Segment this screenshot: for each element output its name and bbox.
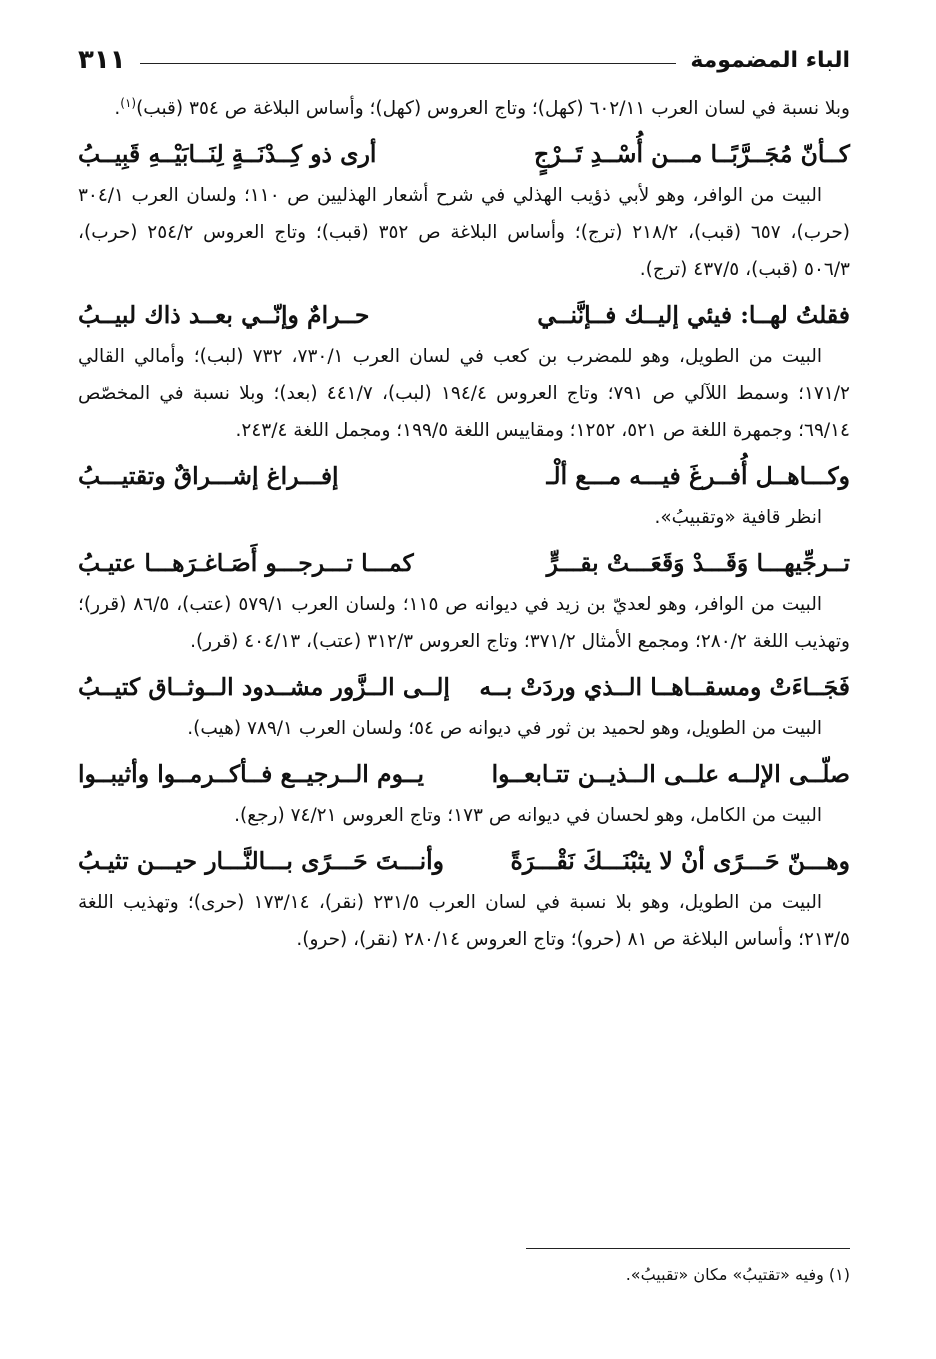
second-hemistich: كمـــا تـــرجـــو أَصَـاغـرَهـــا عتيـبُ [78, 549, 414, 577]
footnote: (١) وفيه «تقتيبُ» مكان «تقبيبُ». [625, 1265, 850, 1284]
verse-entry [78, 540, 850, 660]
verse-note: البيت من الكامل، وهو لحسان في ديوانه ص ١٧٣؛ وتاج العروس ٧٤/٢١ (رجع). [234, 805, 822, 826]
first-hemistich: صلّــى الإلــه علــى الــذيــن تتـابعــوا [491, 760, 850, 788]
first-hemistich: وهـــنّ حَـــرًى أنْ لا يثبْنَـــكَ نَقْـــرَةً [510, 847, 850, 875]
page-header [78, 40, 850, 80]
second-hemistich: أرى ذو كِــدْنَــةٍ لِنَــابَيْــهِ قَبِيــبُ [78, 140, 377, 168]
verse-entry [78, 292, 850, 449]
footnote-rule [526, 1248, 850, 1249]
second-hemistich: حــرامٌ وإنّــي بعــد ذاك لبيــبُ [78, 301, 370, 329]
verse-line [78, 751, 850, 797]
first-hemistich: تــرجِّيهـــا وَقَـــدْ وَقَعَـــتْ بقـــرٍّ [546, 549, 850, 577]
verse-note: البيت من الوافر، وهو لعديّ بن زيد في ديوانه ص ١١٥؛ ولسان العرب ٥٧٩/١ (عتب)، ٨٦/٥ (قرر)؛ وتهذيب اللغة ٢٨٠/٢؛ ومجمع الأمثال ٣٧١/٢؛ وتاج العروس ٣١٢/٣ (عتب)، ٤٠٤/١٣ (قرر). [78, 594, 850, 652]
verse-note: انظر قافية «وتقبيبُ». [654, 507, 822, 528]
first-hemistich: فقلتُ لهــا: فيئي إليــك فــإنَّنــي [537, 301, 850, 329]
verse-note: البيت من الطويل، وهو بلا نسبة في لسان العرب ٢٣١/٥ (نقر)، ١٧٣/١٤ (حرى)؛ وتهذيب اللغة ٢١٣/٥؛ وأساس البلاغة ص ٨١ (حرو)؛ وتاج العروس ٢٨٠/١٤ (نقر)، (حرو). [78, 892, 850, 950]
verse-entry [78, 453, 850, 536]
first-hemistich: فَجَــاءَتْ ومسقــاهــا الــذي وردَتْ بــه [479, 673, 850, 701]
opening-paragraph [78, 90, 850, 127]
first-hemistich: كــأنّ مُجَــرَّبًــا مـــن أُسْــدِ تَــرْجٍ [534, 140, 850, 168]
second-hemistich: إفـــراغ إشـــراقٌ وتقتيـــبُ [78, 462, 339, 490]
verse-line [78, 131, 850, 177]
verse-entry [78, 751, 850, 834]
verse-entry [78, 838, 850, 958]
page-body [78, 40, 850, 958]
opening-end: . [114, 98, 121, 119]
verse-line [78, 453, 850, 499]
page-number: ٣١١ [78, 45, 126, 75]
first-hemistich: وكـــاهــل أُفــرغَ فيـــه مـــع ألْـ [546, 462, 850, 490]
footnote-reference: (١) [120, 95, 137, 110]
verse-line [78, 292, 850, 338]
verse-entry [78, 664, 850, 747]
verse-note: البيت من الطويل، وهو لحميد بن ثور في ديوانه ص ٥٤؛ ولسان العرب ٧٨٩/١ (هيب). [187, 718, 822, 739]
second-hemistich: يــوم الــرجيــع فــأكــرمــوا وأثيبــوا [78, 760, 425, 788]
verse-entry [78, 131, 850, 288]
verse-note: البيت من الطويل، وهو للمضرب بن كعب في لسان العرب ٧٣٠/١، ٧٣٢ (لبب)؛ وأمالي القالي ١٧١/٢؛ وسمط اللآلي ص ٧٩١؛ وتاج العروس ١٩٤/٤ (لبب)، ٤٤١/٧ (بعد)؛ وبلا نسبة في المخصّص ٦٩/١٤؛ وجمهرة اللغة ص ٥٢١، ١٢٥٢؛ ومقاييس اللغة ١٩٩/٥؛ ومجمل اللغة ٢٤٣/٤. [78, 346, 850, 441]
verse-note: البيت من الوافر، وهو لأبي ذؤيب الهذلي في شرح أشعار الهذليين ص ١١٠؛ ولسان العرب ٣٠٤/١ (حرب)، ٦٥٧ (قبب)، ٢١٨/٢ (ترج)؛ وأساس البلاغة ص ٣٥٢ (قبب)؛ وتاج العروس ٢٥٤/٢ (حرب)، ٥٠٦/٣ (قبب)، ٤٣٧/٥ (ترج). [78, 185, 850, 280]
verse-line [78, 838, 850, 884]
opening-text: وبلا نسبة في لسان العرب ٦٠٢/١١ (كهل)؛ وتاج العروس (كهل)؛ وأساس البلاغة ص ٣٥٤ (قبب) [136, 98, 850, 119]
header-rule [140, 63, 677, 64]
second-hemistich: إلــى الــزَّور مشــدود الــوثــاق كتيــبُ [78, 673, 450, 701]
verse-line [78, 540, 850, 586]
verse-line [78, 664, 850, 710]
running-title: الباء المضمومة [690, 47, 850, 73]
second-hemistich: وأنـــتَ حَـــرًى بـــالنَّـــار حيـــن تثيـبُ [78, 847, 445, 875]
